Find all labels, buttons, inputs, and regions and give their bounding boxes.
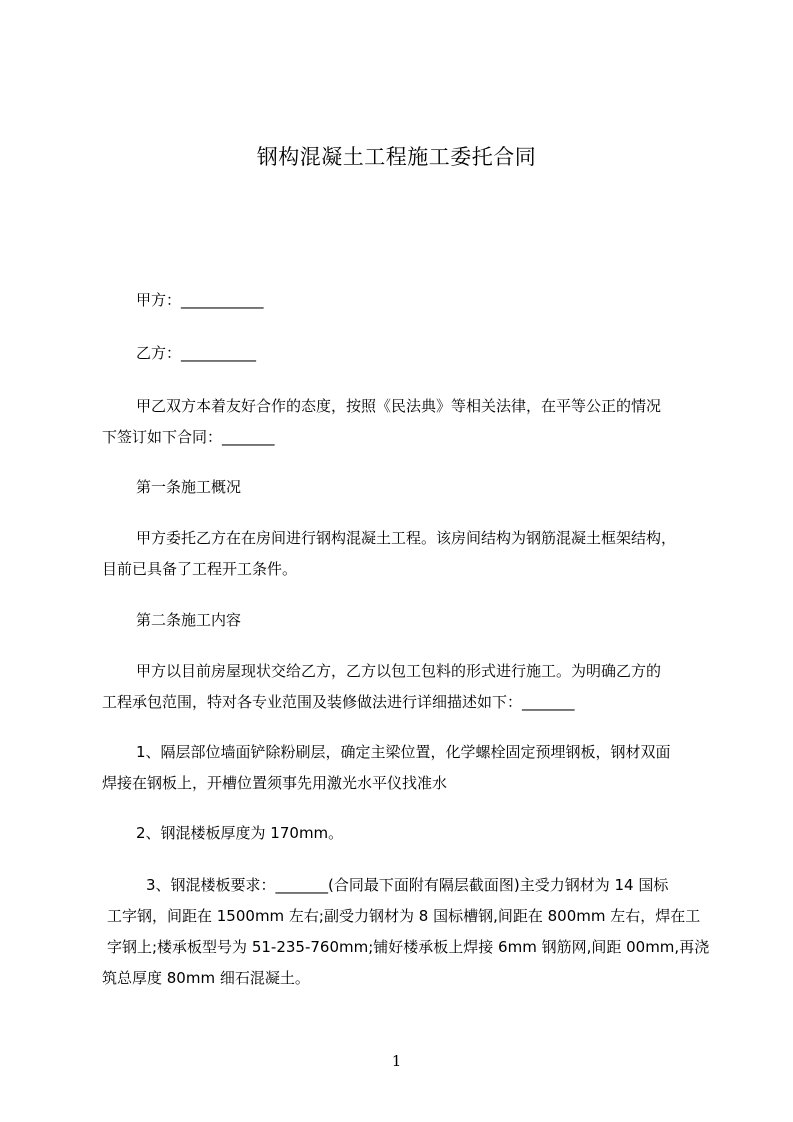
- item-3-line-3: 字钢上;楼承板型号为 51-235-760mm;铺好楼承板上焊接 6mm 钢筋网,间距 00mm,再浇: [107, 938, 710, 956]
- item-3-line-2: 工字钢，间距在 1500mm 左右;副受力钢材为 8 国标槽钢,间距在 800mm 左右，焊在工: [107, 907, 701, 925]
- article-2-body: [102, 656, 722, 718]
- intro-line-1: 甲乙双方本着友好合作的态度，按照《民法典》等相关法律，在平等公正的情况: [136, 397, 662, 415]
- article-1-heading: [102, 472, 722, 503]
- party-a-text: 甲方：___________: [136, 291, 264, 309]
- article-1-heading-text: 第一条施工概况: [136, 478, 242, 496]
- article-2-line-1: 甲方以目前房屋现状交给乙方，乙方以包工包料的形式进行施工。为明确乙方的: [136, 662, 662, 680]
- article-1-line-1: 甲方委托乙方在在房间进行钢构混凝土工程。该房间结构为钢筋混凝土框架结构，: [136, 529, 677, 547]
- intro-paragraph: [102, 391, 722, 453]
- item-1-line-2: 焊接在钢板上，开槽位置须事先用激光水平仪找准水: [102, 774, 448, 792]
- article-1-body: [102, 523, 722, 585]
- item-3-line-4: 筑总厚度 80mm 细石混凝土。: [102, 969, 310, 987]
- page-number: 1: [391, 1052, 402, 1070]
- item-2-text: 2、钢混楼板厚度为 170mm。: [136, 824, 344, 842]
- item-1-line-1: 1、隔层部位墙面铲除粉刷层，确定主梁位置，化学螺栓固定预埋钢板，钢材双面: [136, 743, 671, 761]
- article-1-line-2: 目前已具备了工程开工条件。: [102, 560, 298, 578]
- party-a-line: [102, 285, 722, 316]
- article-2-heading-text: 第二条施工内容: [136, 611, 242, 629]
- article-2-line-2: 工程承包范围，特对各专业范围及装修做法进行详细描述如下：_______: [102, 693, 575, 711]
- document-title: 钢构混凝土工程施工委托合同: [256, 145, 537, 169]
- item-2: [102, 818, 722, 849]
- article-2-heading: [102, 605, 722, 636]
- party-b-text: 乙方：__________: [136, 344, 257, 362]
- item-1: [102, 737, 722, 799]
- item-3: [102, 870, 722, 994]
- party-b-line: [102, 338, 722, 369]
- intro-line-2: 下签订如下合同：_______: [102, 428, 275, 446]
- item-3-line-1: 3、钢混楼板要求：_______(合同最下面附有隔层截面图)主受力钢材为 14 国标: [146, 876, 669, 894]
